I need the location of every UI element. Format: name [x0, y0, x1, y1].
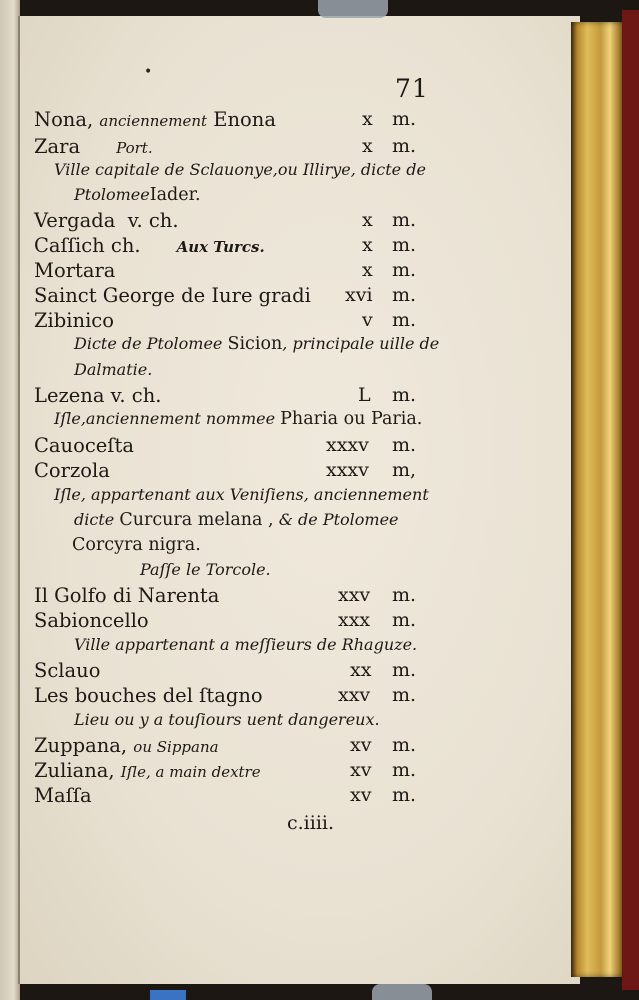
distance-value: v	[362, 309, 373, 331]
distance-value: xxv	[338, 684, 371, 706]
bottom-clip	[372, 984, 432, 1000]
annotation: Paſſe le Torcole.	[140, 560, 271, 579]
signature-mark: c.iiii.	[287, 812, 335, 834]
distance-value: xxv	[338, 584, 371, 606]
entry-name: Il Golfo di Narenta	[34, 584, 220, 607]
distance-unit: m.	[392, 784, 417, 806]
distance-value: x	[362, 209, 373, 231]
distance-value: x	[362, 108, 373, 130]
top-clip	[318, 0, 388, 18]
distance-unit: m.	[392, 659, 417, 681]
entry-name: Sabioncello	[34, 609, 149, 632]
distance-unit: m.	[392, 234, 417, 256]
entry-name: Cauoceſta	[34, 434, 134, 457]
annotation: dicte Curcura melana , & de Ptolomee	[74, 510, 399, 530]
distance-unit: m.	[392, 609, 417, 631]
gilt-page-edges	[571, 22, 625, 977]
distance-unit: m.	[392, 309, 417, 331]
annotation: Corcyra nigra.	[72, 535, 201, 555]
distance-unit: m.	[392, 684, 417, 706]
distance-value: xxxv	[326, 459, 369, 481]
entry-name: Mortara	[34, 259, 116, 282]
distance-unit: m.	[392, 584, 417, 606]
ink-speck: •	[144, 64, 153, 80]
annotation: Ville capitale de Sclauonye,ou Illirye, dicte de	[54, 160, 426, 179]
entry-name: Vergada v. ch.	[34, 209, 179, 232]
blue-ribbon-mark	[150, 990, 186, 1000]
red-cover-edge	[622, 10, 639, 990]
annotation: Dalmatie.	[74, 360, 153, 379]
distance-value: x	[362, 135, 373, 157]
annotation: Iſle, appartenant aux Veniſiens, anciennement	[54, 485, 429, 504]
distance-unit: m.	[392, 284, 417, 306]
distance-unit: m.	[392, 759, 417, 781]
distance-unit: m.	[392, 734, 417, 756]
distance-value: xv	[350, 734, 372, 756]
distance-value: x	[362, 234, 373, 256]
distance-value: xxx	[338, 609, 371, 631]
entry-name: Lezena v. ch.	[34, 384, 162, 407]
annotation: Lieu ou y a touſiours uent dangereux.	[74, 710, 380, 729]
distance-value: L	[358, 384, 371, 406]
distance-value: xv	[350, 784, 372, 806]
entry-name: Zuliana, Iſle, a main dextre	[34, 759, 261, 782]
annotation: Dicte de Ptolomee Sicion, principale uille de	[74, 334, 440, 354]
entry-name: Zara Port.	[34, 135, 153, 158]
annotation: Iſle,anciennement nommee Pharia ou Paria.	[54, 409, 423, 429]
entry-name: Les bouches del ſtagno	[34, 684, 263, 707]
previous-page-edge	[0, 0, 20, 1000]
distance-value: xxxv	[326, 434, 369, 456]
distance-unit: m,	[392, 459, 417, 481]
page-number: 71	[395, 74, 429, 103]
entry-name: Maſſa	[34, 784, 92, 807]
distance-unit: m.	[392, 384, 417, 406]
annotation: PtolomeeIader.	[74, 185, 201, 205]
distance-unit: m.	[392, 259, 417, 281]
entry-name: Zibinico	[34, 309, 114, 332]
entry-name: Corzola	[34, 459, 110, 482]
distance-value: x	[362, 259, 373, 281]
distance-unit: m.	[392, 135, 417, 157]
entry-name: Sclauo	[34, 659, 101, 682]
distance-value: xv	[350, 759, 372, 781]
entry-name: Zuppana, ou Sippana	[34, 734, 219, 757]
annotation: Ville appartenant a meſſieurs de Rhaguze.	[74, 635, 418, 654]
distance-unit: m.	[392, 108, 417, 130]
distance-unit: m.	[392, 209, 417, 231]
distance-value: xvi	[345, 284, 373, 306]
distance-value: xx	[350, 659, 372, 681]
entry-name: Nona, anciennement Enona	[34, 108, 276, 131]
entry-name: Caſſich ch. Aux Turcs.	[34, 234, 265, 257]
distance-unit: m.	[392, 434, 417, 456]
entry-name: Sainct George de Iure gradi	[34, 284, 311, 307]
